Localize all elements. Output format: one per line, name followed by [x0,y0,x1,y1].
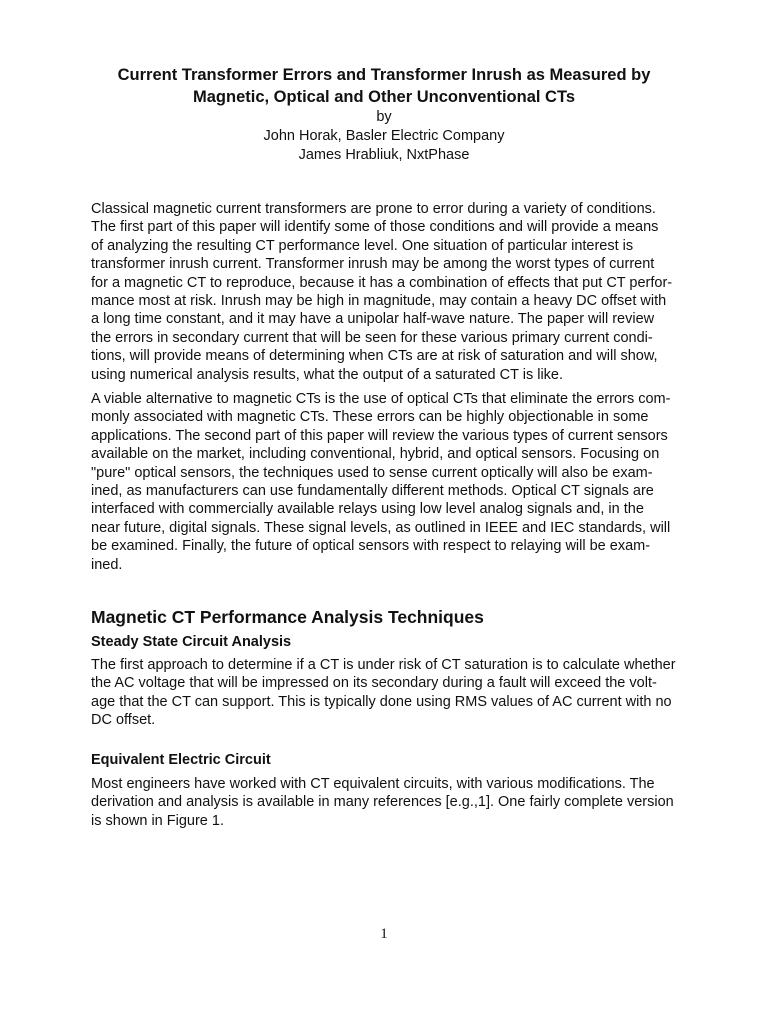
para2-line: be examined. Finally, the future of optical sensors with respect to relaying will be exam- [91,538,651,555]
subsection-heading: Steady State Circuit Analysis [91,634,292,650]
author-1: John Horak, Basler Electric Company [263,128,505,144]
equivalent-circuit-paragraph [91,775,699,830]
para2-line: A viable alternative to magnetic CTs is the use of optical CTs that eliminate the errors com- [91,391,671,407]
para2-line: "pure" optical sensors, the techniques used to sense current optically will also be exam- [91,464,653,481]
steady-state-line: The first approach to determine if a CT is under risk of CT saturation is to calculate whether [91,657,676,673]
subsection-steady-state [91,633,699,652]
para2-line: ined, as manufacturers can use fundamentally different methods. Optical CT signals are [91,483,654,500]
section-heading: Magnetic CT Performance Analysis Techniques [91,607,484,627]
abstract-paragraph-1 [91,200,699,384]
subsection-equivalent-circuit [91,751,699,770]
para2-line: near future, digital signals. These signal levels, as outlined in IEEE and IEC standards, will [91,519,671,536]
page-number: 1 [380,926,388,942]
para2-line: available on the market, including conventional, hybrid, and optical sensors. Focusing on [91,446,660,463]
para2-line: ined. [91,556,123,573]
para1-line: transformer inrush current. Transformer inrush may be among the worst types of current [91,256,655,273]
para1-line: mance most at risk. Inrush may be high in magnitude, may contain a heavy DC offset with [91,293,667,310]
steady-state-line: DC offset. [91,712,156,729]
paper-header [60,64,708,165]
para2-line: interfaced with commercially available relays using low level analog signals and, in the [91,501,644,518]
para2-line: monly associated with magnetic CTs. These errors can be highly objectionable in some [91,409,649,426]
abstract-paragraph-2 [91,390,699,574]
steady-state-paragraph [91,656,699,730]
byline-by: by [376,109,392,125]
paper-title-line-1: Current Transformer Errors and Transformer Inrush as Measured by [117,66,651,84]
subsection-heading: Equivalent Electric Circuit [91,752,271,768]
equivalent-circuit-line: Most engineers have worked with CT equivalent circuits, with various modifications. The [91,776,655,792]
para2-line: applications. The second part of this paper will review the various types of current sensors [91,427,668,444]
steady-state-line: age that the CT can support. This is typically done using RMS values of AC current with no [91,693,672,710]
para1-line: The first part of this paper will identify some of those conditions and will provide a means [91,219,659,236]
para1-line: using numerical analysis results, what the output of a saturated CT is like. [91,366,564,383]
para1-line: the errors in secondary current that will be seen for these various primary current condi- [91,329,653,346]
equivalent-circuit-line: is shown in Figure 1. [91,812,224,829]
para1-line: of analyzing the resulting CT performance level. One situation of particular interest is [91,237,634,254]
paper-title-line-2: Magnetic, Optical and Other Unconventional CTs [193,88,575,106]
author-2: James Hrabliuk, NxtPhase [298,147,470,163]
para1-line: tions, will provide means of determining when CTs are at risk of saturation and will show, [91,348,658,365]
equivalent-circuit-line: derivation and analysis is available in many references [e.g.,1]. One fairly complete version [91,794,674,811]
para1-line: Classical magnetic current transformers are prone to error during a variety of conditions. [91,201,656,217]
para1-line: for a magnetic CT to reproduce, because it has a combination of effects that put CT perfor- [91,274,673,291]
para1-line: a long time constant, and it may have a unipolar half-wave nature. The paper will review [91,311,655,328]
section-heading-block [91,606,699,628]
steady-state-line: the AC voltage that will be impressed on its secondary during a fault will exceed the volt- [91,675,657,692]
